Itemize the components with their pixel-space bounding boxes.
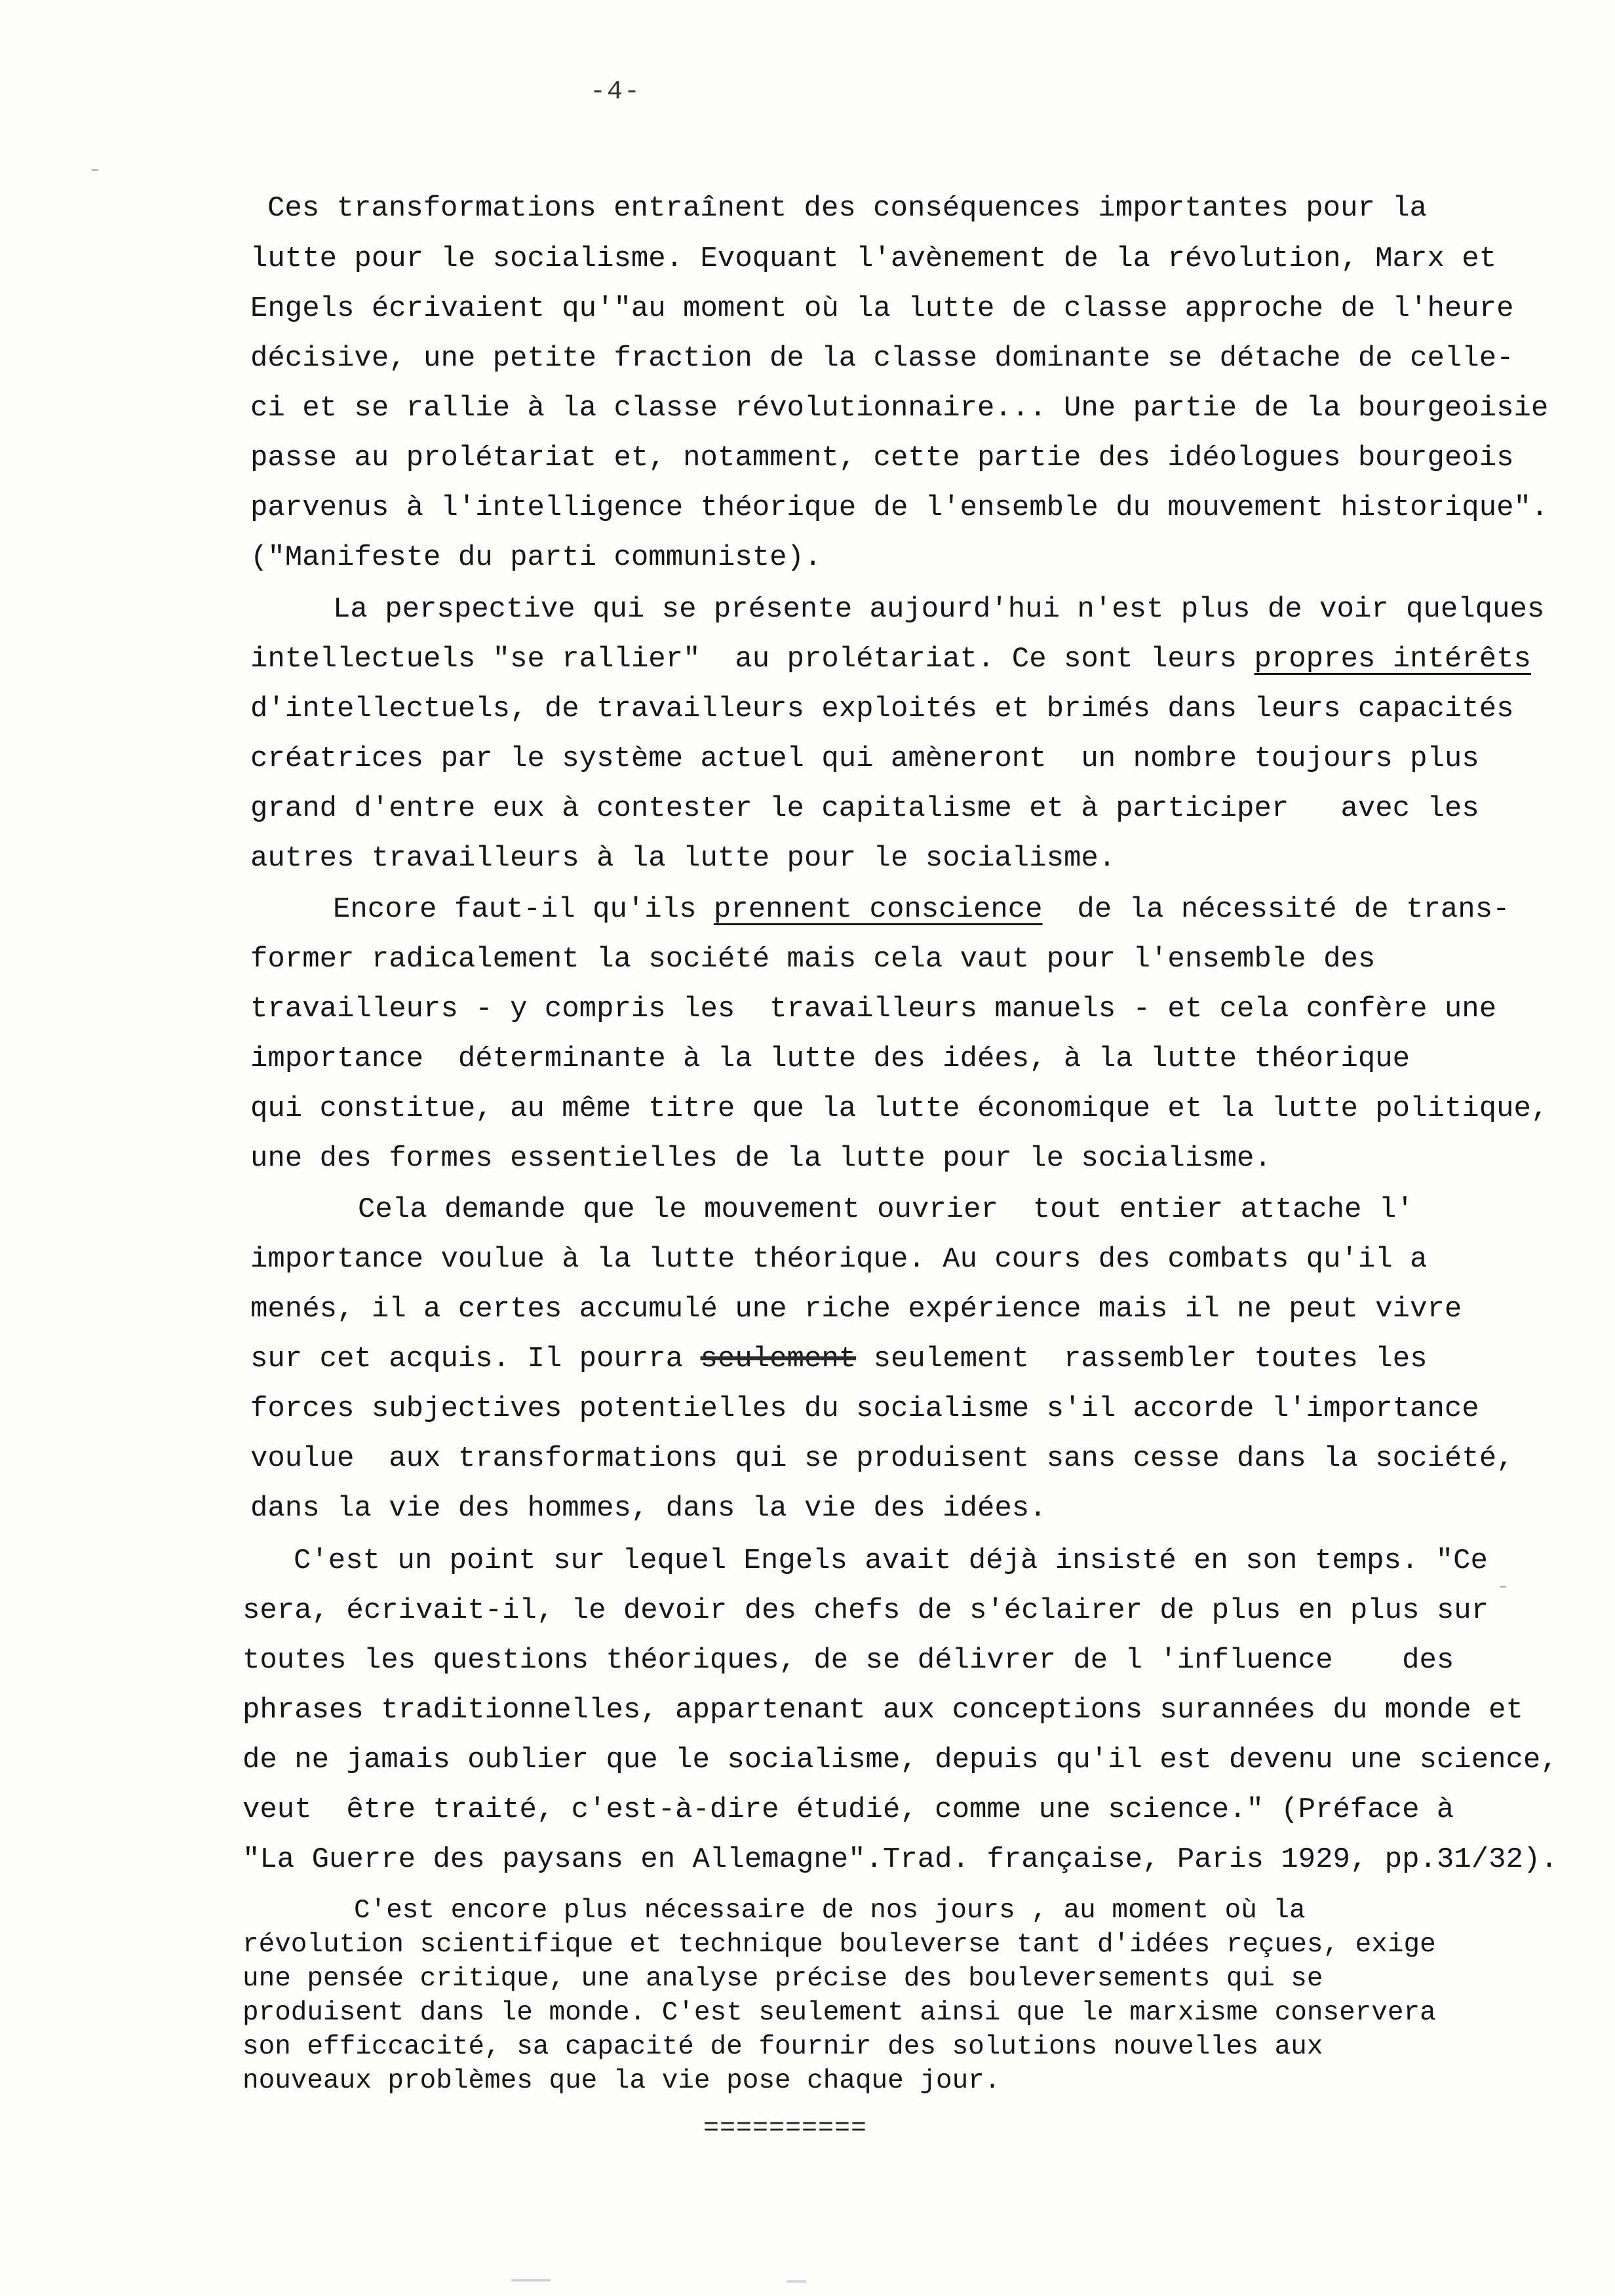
text-line: passe au prolétariat et, notamment, cette partie des idéologues bourgeois	[250, 442, 1514, 474]
text-line: produisent dans le monde. C'est seulement ainsi que le marxisme conservera	[243, 1998, 1436, 2028]
underlined-phrase: prennent conscience	[713, 893, 1043, 926]
text-line: son efficcacité, sa capacité de fournir des solutions nouvelles aux	[243, 2032, 1323, 2062]
text-line: ("Manifeste du parti communiste).	[250, 541, 822, 574]
text-line: lutte pour le socialisme. Evoquant l'avènement de la révolution, Marx et	[250, 242, 1497, 275]
text-line: parvenus à l'intelligence théorique de l'ensemble du mouvement historique".	[250, 491, 1549, 524]
text-line: La perspective qui se présente aujourd'hui n'est plus de voir quelques	[333, 593, 1545, 626]
text-line: créatrices par le système actuel qui amèneront un nombre toujours plus	[250, 742, 1479, 775]
text-line: travailleurs - y compris les travailleurs manuels - et cela confère une	[250, 993, 1497, 1025]
text-line: qui constitue, au même titre que la lutte économique et la lutte politique,	[250, 1092, 1549, 1125]
text-line	[250, 645, 1531, 674]
text-line: de ne jamais oublier que le socialisme, depuis qu'il est devenu une science,	[243, 1744, 1558, 1776]
text-line: une des formes essentielles de la lutte pour le socialisme.	[250, 1142, 1272, 1175]
text-line: C'est un point sur lequel Engels avait déjà insisté en son temps. "Ce	[294, 1544, 1488, 1577]
text-line	[250, 1345, 1428, 1373]
scan-speck	[1500, 1586, 1506, 1588]
text-line: d'intellectuels, de travailleurs exploités et brimés dans leurs capacités	[250, 693, 1514, 725]
text-line: former radicalement la société mais cela vaut pour l'ensemble des	[250, 943, 1376, 976]
text-line: autres travailleurs à la lutte pour le socialisme.	[250, 842, 1116, 875]
text-line: "La Guerre des paysans en Allemagne".Trad. française, Paris 1929, pp.31/32).	[243, 1843, 1558, 1876]
text-line: veut être traité, c'est-à-dire étudié, comme une science." (Préface à	[243, 1793, 1454, 1826]
text-line: Ces transformations entraînent des conséquences importantes pour la	[267, 192, 1428, 225]
text-line: toutes les questions théoriques, de se délivrer de l 'influence des	[243, 1644, 1454, 1677]
text-line: nouveaux problèmes que la vie pose chaque jour.	[243, 2066, 1001, 2096]
text-line: révolution scientifique et technique bouleverse tant d'idées reçues, exige	[243, 1930, 1436, 1960]
struck-word: seulement	[700, 1343, 857, 1375]
text-segment: de la nécessité de trans-	[1077, 893, 1510, 926]
text-line: grand d'entre eux à contester le capitalisme et à participer avec les	[250, 792, 1479, 825]
text-line: Engels écrivaient qu'"au moment où la lutte de classe approche de l'heure	[250, 292, 1514, 325]
text-line	[333, 895, 1510, 924]
text-line: une pensée critique, une analyse précise des bouleversements qui se	[243, 1964, 1323, 1994]
scan-speck	[92, 169, 98, 171]
text-segment: sur cet acquis. Il pourra	[250, 1343, 684, 1375]
text-line: dans la vie des hommes, dans la vie des idées.	[250, 1492, 1047, 1525]
text-line: voulue aux transformations qui se produisent sans cesse dans la société,	[250, 1442, 1514, 1475]
closing-rule: ==========	[703, 2114, 868, 2143]
underlined-phrase: propres intérêts	[1254, 643, 1531, 676]
scan-speck	[511, 2279, 551, 2282]
text-line: menés, il a certes accumulé une riche expérience mais il ne peut vivre	[250, 1293, 1462, 1326]
text-line: Cela demande que le mouvement ouvrier tout entier attache l'	[358, 1193, 1414, 1226]
text-line: forces subjectives potentielles du socialisme s'il accorde l'importance	[250, 1392, 1479, 1425]
text-line: ci et se rallie à la classe révolutionnaire... Une partie de la bourgeoisie	[250, 392, 1549, 425]
text-segment: Encore faut-il qu'ils	[333, 893, 697, 926]
text-line: importance voulue à la lutte théorique. Au cours des combats qu'il a	[250, 1243, 1428, 1276]
text-segment: seulement rassembler toutes les	[873, 1343, 1428, 1375]
scan-speck	[787, 2280, 806, 2283]
text-segment: intellectuels "se rallier" au prolétariat. Ce sont leurs	[250, 643, 1237, 676]
text-line: sera, écrivait-il, le devoir des chefs de s'éclairer de plus en plus sur	[243, 1594, 1489, 1627]
text-line: importance déterminante à la lutte des idées, à la lutte théorique	[250, 1043, 1411, 1075]
text-line: décisive, une petite fraction de la classe dominante se détache de celle-	[250, 342, 1514, 375]
text-line: C'est encore plus nécessaire de nos jours , au moment où la	[354, 1896, 1306, 1926]
text-line: phrases traditionnelles, appartenant aux conceptions surannées du monde et	[243, 1694, 1523, 1727]
page-number: -4-	[590, 77, 642, 107]
